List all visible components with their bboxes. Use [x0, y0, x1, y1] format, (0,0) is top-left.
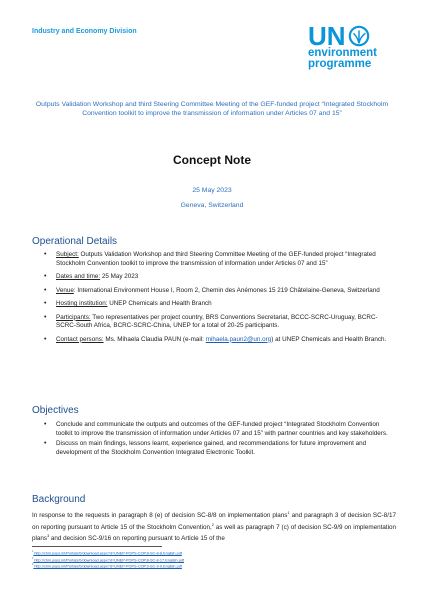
unep-logo	[308, 21, 398, 70]
footnote-ref: 3	[47, 534, 50, 539]
background-paragraph: In response to the requests in paragraph 8 (e) of decision SC-8/8 on implementation plans$^1$ and paragraph 3 of decision SC-8/17 on reporting pursuant to Article 15 of the Stockholm Convention,$^2$ as well as paragraph 7 (c) of decision SC-9/9 on implementation plans$^3$ and decision SC-9/16 on reporting pursuant to Article 15 of the	[32, 511, 396, 543]
list-item: • Conclude and communicate the outputs and outcomes of the GEF-funded project “Integrated Stockholm Convention toolkit to improve the transmission of information under Articles 07 and 15” with partner countries and key stakeholders.	[44, 421, 396, 438]
list-item: • Dates and time: 25 May 2023	[44, 273, 396, 282]
footnote-link[interactable]: $^2$ http://chm.pops.int/Portals/0/download.aspx?d=UNEP-POPS-COP.8-SC-8-17.English.pdf	[32, 557, 184, 562]
meeting-date: 25 May 2023	[192, 187, 232, 194]
objectives-heading: Objectives	[32, 405, 79, 416]
footnote-ref: 2	[211, 522, 214, 527]
list-item: • Subject: Outputs Validation Workshop and third Steering Committee Meeting of the GEF-funded project “Integrated Stockholm Convention toolkit to improve the transmission of information under Articles 07 and 15”	[44, 251, 396, 268]
workshop-title: Outputs Validation Workshop and third Steering Committee Meeting of the GEF-funded project “Integrated Stockholm Convention toolkit to improve the transmission of information under Articles 07 and 15”	[35, 101, 389, 117]
footnote-ref: 1	[287, 511, 290, 515]
list-item: • Participants: Two representatives per project country, BRS Conventions Secretariat, BCCC-SCRC-Uruguay, BCRC-SCRC-South Africa, BCRC-SCRC-China, UNEP for a total of 20-25 participants.	[44, 314, 396, 331]
operational-details-heading: Operational Details	[32, 236, 118, 247]
contact-email-link[interactable]: mihaela.paun2@un.org	[205, 335, 272, 343]
list-item: • Venue: International Environment House I, Room 2, Chemin des Anémones 15 219 Châtelaine-Geneva, Switzerland	[44, 287, 396, 296]
objectives-list	[44, 421, 396, 459]
meeting-place: Geneva, Switzerland	[180, 202, 244, 209]
logo-un-text: UN	[308, 21, 346, 51]
list-item: • Contact persons: Ms. Mihaela Claudia PAUN (e-mail: mihaela.paun2@un.org) at UNEP Chemicals and Health Branch.	[44, 336, 396, 345]
logo-programme-text: programme	[308, 58, 372, 70]
page-title: Concept Note	[173, 153, 251, 167]
footnotes	[32, 550, 184, 570]
division-label: Industry and Economy Division	[32, 28, 137, 35]
operational-details-list	[44, 251, 396, 349]
footnote-divider	[32, 546, 162, 547]
footnote-link[interactable]: $^1$ http://chm.pops.int/Portals/0/download.aspx?d=UNEP-POPS-COP.8-SC-8-8.English.pdf	[32, 551, 182, 556]
logo-environment-text: environment	[308, 47, 378, 59]
background-heading: Background	[32, 494, 86, 505]
globe-emblem-icon	[348, 25, 370, 47]
footnote-link[interactable]: $^3$ http://chm.pops.int/Portals/0/download.aspx?d=UNEP-POPS-COP.9-SC-9-9.English.pdf	[32, 564, 182, 569]
list-item: • Hosting institution: UNEP Chemicals and Health Branch	[44, 300, 396, 309]
list-item: • Discuss on main findings, lessons learnt, experience gained, and recommendations for future improvement and development of the Stockholm Convention Integrated Electronic Toolkit.	[44, 440, 396, 457]
